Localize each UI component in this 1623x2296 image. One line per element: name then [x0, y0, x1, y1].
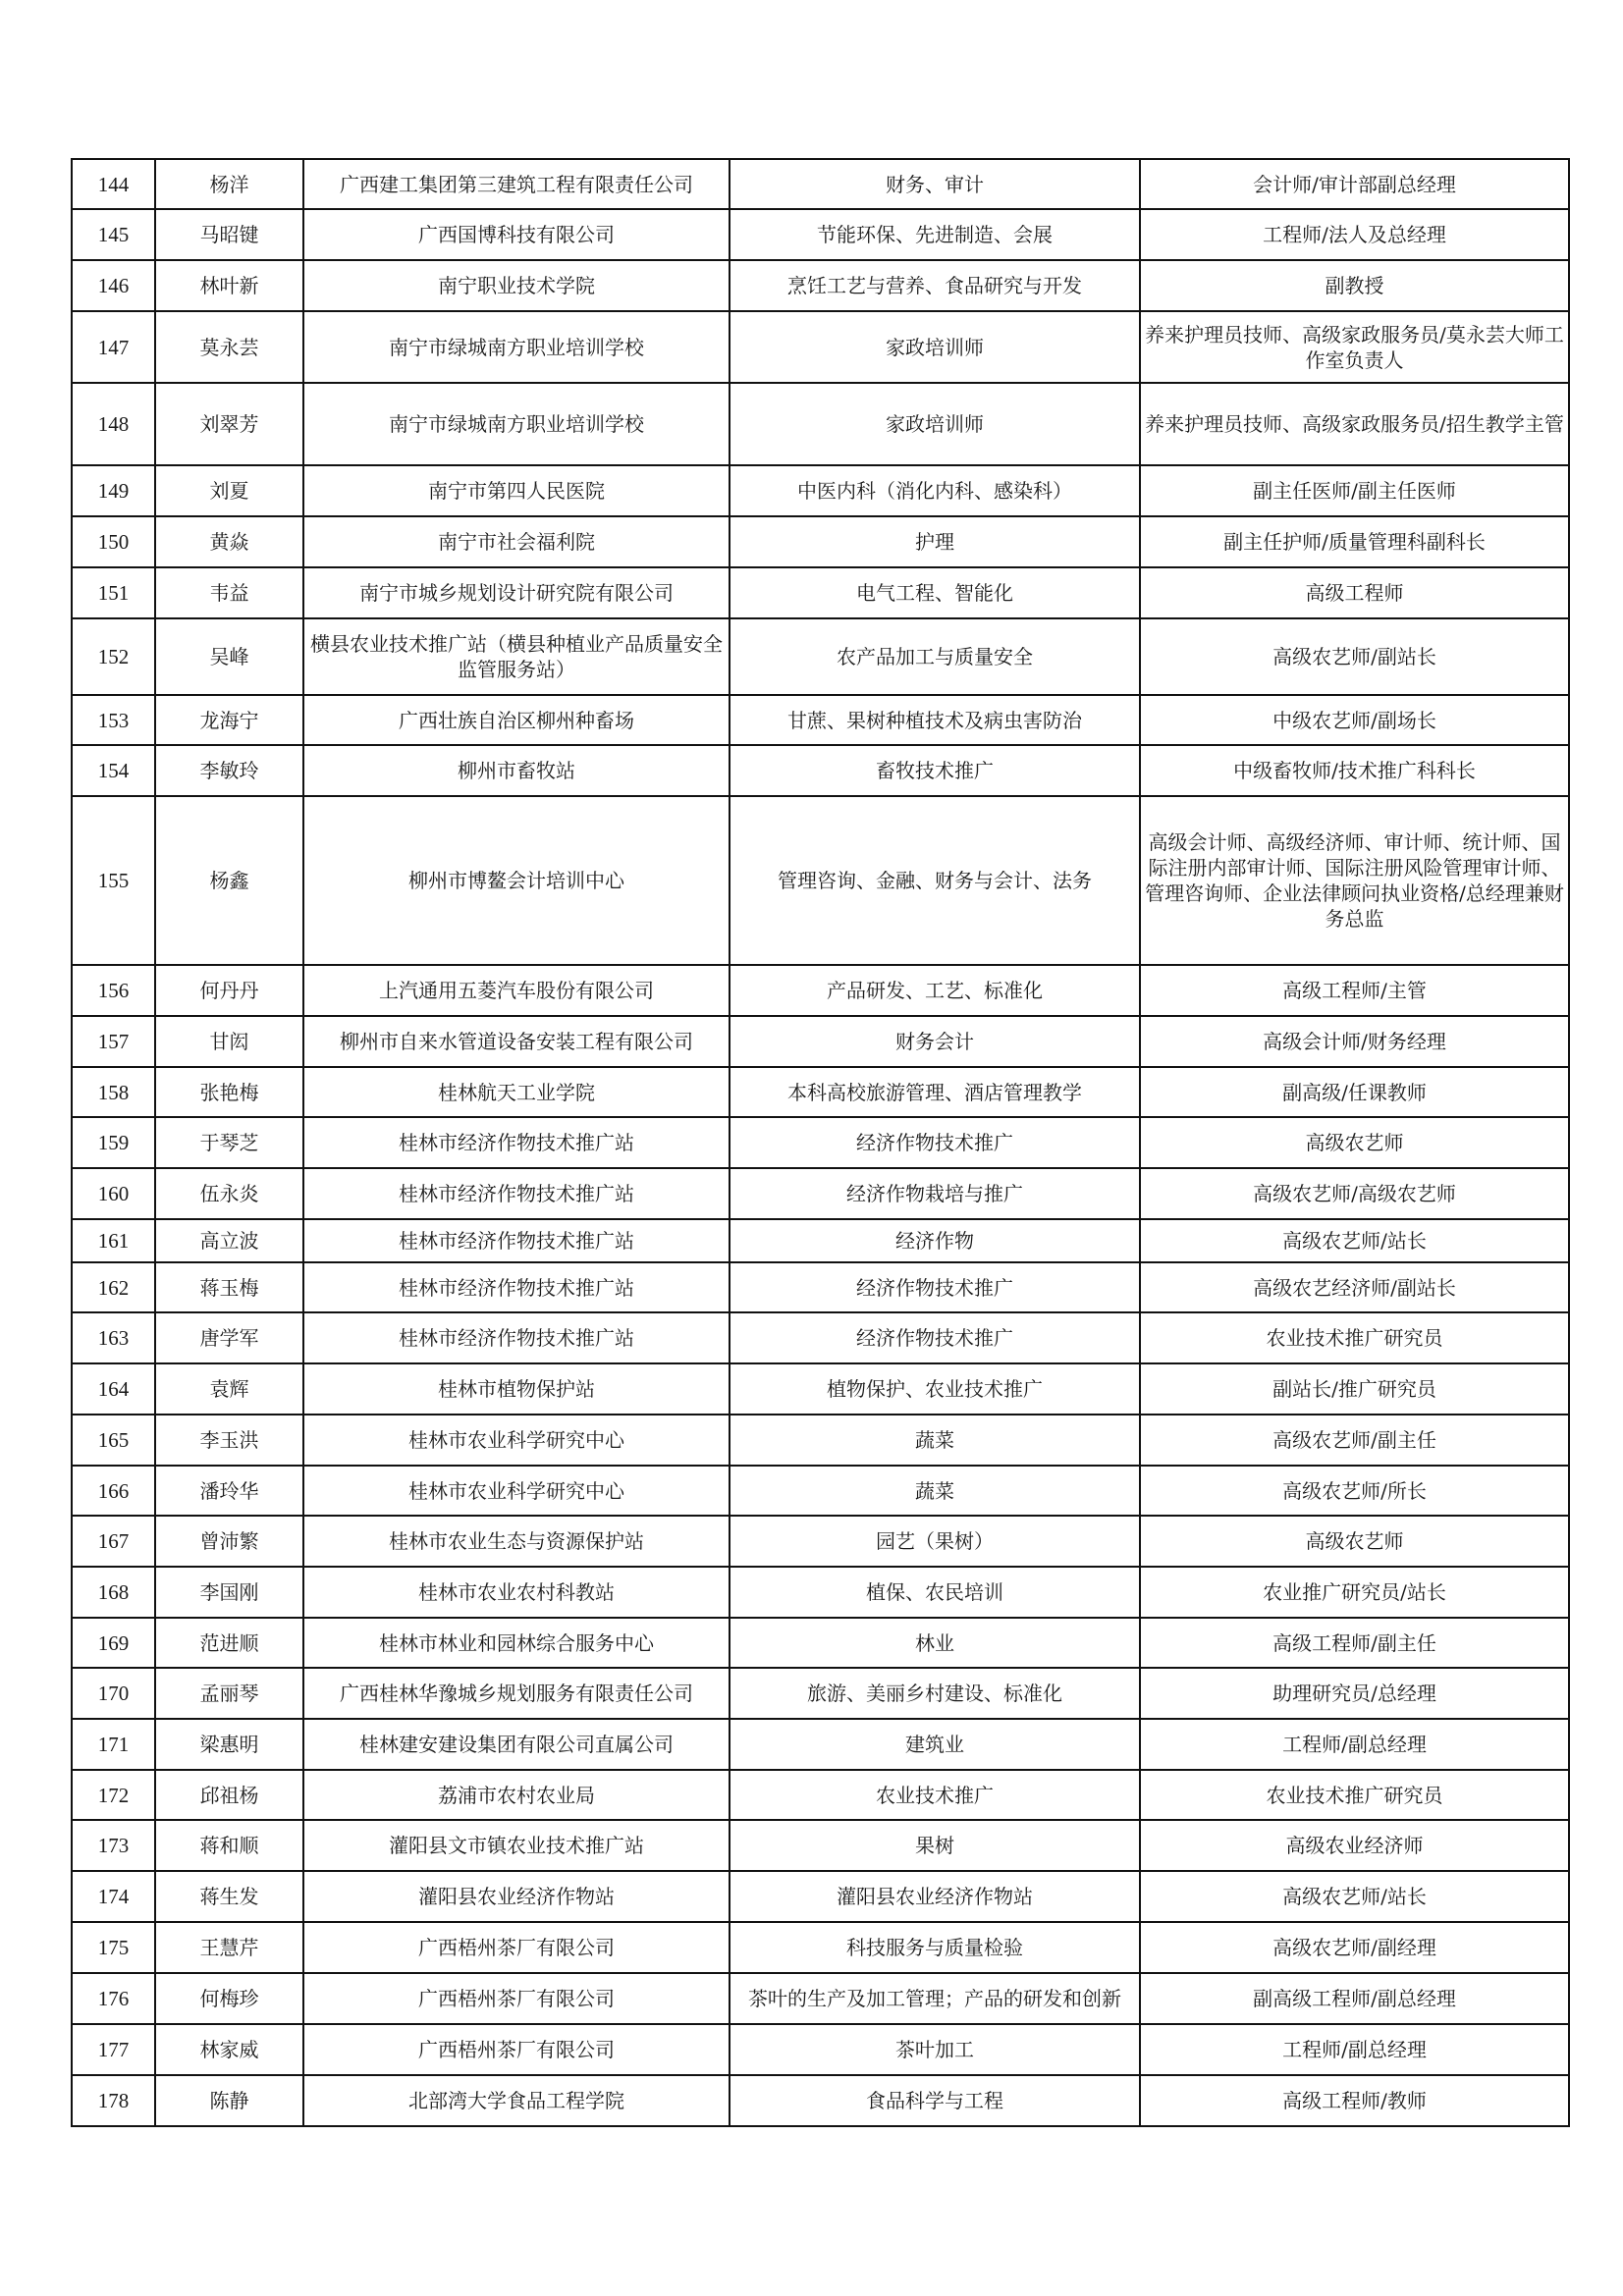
table-row: [72, 1820, 1569, 1871]
table-row: [72, 1016, 1569, 1067]
cell-specialty: 节能环保、先进制造、会展: [730, 209, 1140, 260]
cell-organization: 桂林市经济作物技术推广站: [303, 1117, 730, 1168]
cell-specialty: 食品科学与工程: [730, 2075, 1140, 2126]
cell-title-position: 高级工程师: [1140, 567, 1569, 618]
cell-name: 龙海宁: [155, 695, 303, 745]
table-row: [72, 1415, 1569, 1466]
cell-title-position: 中级畜牧师/技术推广科科长: [1140, 745, 1569, 796]
cell-number: 172: [72, 1770, 155, 1820]
cell-number: 158: [72, 1067, 155, 1117]
cell-name: 张艳梅: [155, 1067, 303, 1117]
cell-organization: 灌阳县农业经济作物站: [303, 1871, 730, 1922]
cell-name: 林家威: [155, 2024, 303, 2075]
cell-name: 林叶新: [155, 260, 303, 311]
cell-specialty: 烹饪工艺与营养、食品研究与开发: [730, 260, 1140, 311]
cell-name: 何丹丹: [155, 965, 303, 1016]
cell-specialty: 畜牧技术推广: [730, 745, 1140, 796]
table-row: [72, 1262, 1569, 1312]
cell-organization: 柳州市自来水管道设备安装工程有限公司: [303, 1016, 730, 1067]
cell-organization: 广西梧州茶厂有限公司: [303, 2024, 730, 2075]
cell-number: 155: [72, 796, 155, 965]
cell-specialty: 旅游、美丽乡村建设、标准化: [730, 1668, 1140, 1719]
cell-title-position: 养来护理员技师、高级家政服务员/莫永芸大师工作室负责人: [1140, 311, 1569, 383]
cell-specialty: 经济作物: [730, 1219, 1140, 1262]
cell-specialty: 家政培训师: [730, 383, 1140, 465]
table-row: [72, 1363, 1569, 1415]
cell-organization: 广西建工集团第三建筑工程有限责任公司: [303, 159, 730, 209]
cell-name: 唐学军: [155, 1312, 303, 1363]
table-row: [72, 1117, 1569, 1168]
cell-organization: 上汽通用五菱汽车股份有限公司: [303, 965, 730, 1016]
cell-organization: 南宁职业技术学院: [303, 260, 730, 311]
cell-organization: 广西壮族自治区柳州种畜场: [303, 695, 730, 745]
table-row: [72, 1922, 1569, 1973]
cell-name: 曾沛繁: [155, 1516, 303, 1567]
cell-organization: 南宁市城乡规划设计研究院有限公司: [303, 567, 730, 618]
cell-name: 王慧芹: [155, 1922, 303, 1973]
cell-specialty: 农产品加工与质量安全: [730, 618, 1140, 695]
cell-organization: 灌阳县文市镇农业技术推广站: [303, 1820, 730, 1871]
table-row: [72, 260, 1569, 311]
cell-specialty: 灌阳县农业经济作物站: [730, 1871, 1140, 1922]
cell-number: 160: [72, 1168, 155, 1219]
cell-title-position: 会计师/审计部副总经理: [1140, 159, 1569, 209]
cell-organization: 广西国博科技有限公司: [303, 209, 730, 260]
cell-title-position: 副站长/推广研究员: [1140, 1363, 1569, 1415]
cell-name: 刘夏: [155, 465, 303, 516]
cell-number: 165: [72, 1415, 155, 1466]
cell-title-position: 副高级/任课教师: [1140, 1067, 1569, 1117]
cell-title-position: 高级会计师、高级经济师、审计师、统计师、国际注册内部审计师、国际注册风险管理审计师、管理咨询师、企业法律顾问执业资格/总经理兼财务总监: [1140, 796, 1569, 965]
cell-name: 韦益: [155, 567, 303, 618]
cell-organization: 北部湾大学食品工程学院: [303, 2075, 730, 2126]
cell-organization: 广西桂林华豫城乡规划服务有限责任公司: [303, 1668, 730, 1719]
table-row: [72, 1168, 1569, 1219]
cell-specialty: 财务、审计: [730, 159, 1140, 209]
table-row: [72, 1466, 1569, 1516]
table-row: [72, 567, 1569, 618]
cell-specialty: 科技服务与质量检验: [730, 1922, 1140, 1973]
cell-number: 173: [72, 1820, 155, 1871]
cell-name: 黄焱: [155, 516, 303, 567]
cell-specialty: 中医内科（消化内科、感染科）: [730, 465, 1140, 516]
cell-number: 148: [72, 383, 155, 465]
table-row: [72, 1516, 1569, 1567]
cell-specialty: 茶叶加工: [730, 2024, 1140, 2075]
table-row: [72, 695, 1569, 745]
table-row: [72, 383, 1569, 465]
cell-title-position: 高级工程师/副主任: [1140, 1618, 1569, 1668]
cell-name: 刘翠芳: [155, 383, 303, 465]
cell-title-position: 高级农艺师/副经理: [1140, 1922, 1569, 1973]
cell-specialty: 财务会计: [730, 1016, 1140, 1067]
cell-organization: 广西梧州茶厂有限公司: [303, 1922, 730, 1973]
cell-name: 潘玲华: [155, 1466, 303, 1516]
cell-specialty: 本科高校旅游管理、酒店管理教学: [730, 1067, 1140, 1117]
cell-specialty: 甘蔗、果树种植技术及病虫害防治: [730, 695, 1140, 745]
cell-title-position: 高级农艺师/站长: [1140, 1871, 1569, 1922]
cell-name: 何梅珍: [155, 1973, 303, 2024]
cell-title-position: 高级农艺师/站长: [1140, 1219, 1569, 1262]
table-row: [72, 1567, 1569, 1618]
cell-title-position: 高级会计师/财务经理: [1140, 1016, 1569, 1067]
cell-name: 孟丽琴: [155, 1668, 303, 1719]
cell-name: 莫永芸: [155, 311, 303, 383]
cell-number: 145: [72, 209, 155, 260]
cell-organization: 桂林市农业科学研究中心: [303, 1415, 730, 1466]
cell-organization: 桂林市林业和园林综合服务中心: [303, 1618, 730, 1668]
cell-specialty: 园艺（果树）: [730, 1516, 1140, 1567]
cell-title-position: 高级农艺师/副站长: [1140, 618, 1569, 695]
cell-name: 蒋生发: [155, 1871, 303, 1922]
cell-number: 154: [72, 745, 155, 796]
cell-number: 166: [72, 1466, 155, 1516]
cell-number: 174: [72, 1871, 155, 1922]
cell-number: 149: [72, 465, 155, 516]
cell-specialty: 茶叶的生产及加工管理；产品的研发和创新: [730, 1973, 1140, 2024]
cell-name: 范进顺: [155, 1618, 303, 1668]
roster-body: [72, 159, 1569, 2126]
cell-number: 156: [72, 965, 155, 1016]
table-row: [72, 516, 1569, 567]
cell-number: 177: [72, 2024, 155, 2075]
cell-title-position: 高级农艺师/所长: [1140, 1466, 1569, 1516]
cell-number: 162: [72, 1262, 155, 1312]
cell-specialty: 护理: [730, 516, 1140, 567]
cell-specialty: 产品研发、工艺、标准化: [730, 965, 1140, 1016]
cell-name: 邱祖杨: [155, 1770, 303, 1820]
cell-organization: 桂林市植物保护站: [303, 1363, 730, 1415]
cell-organization: 桂林航天工业学院: [303, 1067, 730, 1117]
table-row: [72, 965, 1569, 1016]
cell-organization: 横县农业技术推广站（横县种植业产品质量安全监管服务站）: [303, 618, 730, 695]
cell-title-position: 高级农艺师/高级农艺师: [1140, 1168, 1569, 1219]
cell-title-position: 高级农艺师/副主任: [1140, 1415, 1569, 1466]
cell-title-position: 副主任医师/副主任医师: [1140, 465, 1569, 516]
table-row: [72, 1668, 1569, 1719]
cell-specialty: 植保、农民培训: [730, 1567, 1140, 1618]
cell-title-position: 农业推广研究员/站长: [1140, 1567, 1569, 1618]
cell-title-position: 高级农艺师: [1140, 1117, 1569, 1168]
cell-title-position: 养来护理员技师、高级家政服务员/招生教学主管: [1140, 383, 1569, 465]
cell-title-position: 农业技术推广研究员: [1140, 1312, 1569, 1363]
cell-specialty: 蔬菜: [730, 1466, 1140, 1516]
cell-title-position: 高级工程师/主管: [1140, 965, 1569, 1016]
cell-number: 144: [72, 159, 155, 209]
cell-number: 147: [72, 311, 155, 383]
cell-title-position: 工程师/法人及总经理: [1140, 209, 1569, 260]
cell-specialty: 植物保护、农业技术推广: [730, 1363, 1140, 1415]
cell-organization: 广西梧州茶厂有限公司: [303, 1973, 730, 2024]
table-row: [72, 745, 1569, 796]
cell-organization: 南宁市绿城南方职业培训学校: [303, 383, 730, 465]
cell-organization: 南宁市绿城南方职业培训学校: [303, 311, 730, 383]
cell-title-position: 副教授: [1140, 260, 1569, 311]
cell-title-position: 工程师/副总经理: [1140, 1719, 1569, 1770]
cell-organization: 桂林市农业农村科教站: [303, 1567, 730, 1618]
cell-title-position: 副主任护师/质量管理科副科长: [1140, 516, 1569, 567]
cell-organization: 柳州市博鳌会计培训中心: [303, 796, 730, 965]
table-row: [72, 1067, 1569, 1117]
cell-organization: 南宁市社会福利院: [303, 516, 730, 567]
cell-specialty: 经济作物技术推广: [730, 1117, 1140, 1168]
cell-name: 杨鑫: [155, 796, 303, 965]
table-row: [72, 1770, 1569, 1820]
cell-specialty: 农业技术推广: [730, 1770, 1140, 1820]
cell-specialty: 经济作物技术推广: [730, 1312, 1140, 1363]
cell-specialty: 果树: [730, 1820, 1140, 1871]
table-row: [72, 209, 1569, 260]
table-row: [72, 796, 1569, 965]
cell-title-position: 高级工程师/教师: [1140, 2075, 1569, 2126]
cell-specialty: 蔬菜: [730, 1415, 1140, 1466]
table-row: [72, 465, 1569, 516]
cell-number: 169: [72, 1618, 155, 1668]
cell-organization: 桂林市经济作物技术推广站: [303, 1219, 730, 1262]
cell-organization: 南宁市第四人民医院: [303, 465, 730, 516]
cell-title-position: 高级农业经济师: [1140, 1820, 1569, 1871]
table-row: [72, 618, 1569, 695]
table-row: [72, 1719, 1569, 1770]
cell-name: 于琴芝: [155, 1117, 303, 1168]
cell-number: 151: [72, 567, 155, 618]
cell-title-position: 副高级工程师/副总经理: [1140, 1973, 1569, 2024]
cell-title-position: 助理研究员/总经理: [1140, 1668, 1569, 1719]
cell-title-position: 高级农艺师: [1140, 1516, 1569, 1567]
cell-number: 163: [72, 1312, 155, 1363]
cell-number: 168: [72, 1567, 155, 1618]
table-row: [72, 2024, 1569, 2075]
cell-organization: 桂林市经济作物技术推广站: [303, 1168, 730, 1219]
cell-number: 157: [72, 1016, 155, 1067]
cell-organization: 桂林市农业科学研究中心: [303, 1466, 730, 1516]
cell-name: 杨洋: [155, 159, 303, 209]
cell-number: 159: [72, 1117, 155, 1168]
expert-roster-table: [71, 158, 1570, 2127]
cell-number: 178: [72, 2075, 155, 2126]
cell-name: 高立波: [155, 1219, 303, 1262]
cell-name: 伍永炎: [155, 1168, 303, 1219]
cell-title-position: 工程师/副总经理: [1140, 2024, 1569, 2075]
cell-name: 袁辉: [155, 1363, 303, 1415]
table-row: [72, 1871, 1569, 1922]
cell-organization: 桂林建安建设集团有限公司直属公司: [303, 1719, 730, 1770]
cell-number: 167: [72, 1516, 155, 1567]
cell-specialty: 电气工程、智能化: [730, 567, 1140, 618]
cell-organization: 柳州市畜牧站: [303, 745, 730, 796]
cell-organization: 荔浦市农村农业局: [303, 1770, 730, 1820]
cell-name: 陈静: [155, 2075, 303, 2126]
table-row: [72, 1973, 1569, 2024]
cell-number: 146: [72, 260, 155, 311]
cell-organization: 桂林市经济作物技术推广站: [303, 1262, 730, 1312]
cell-name: 梁惠明: [155, 1719, 303, 1770]
cell-name: 马昭键: [155, 209, 303, 260]
cell-specialty: 家政培训师: [730, 311, 1140, 383]
cell-number: 164: [72, 1363, 155, 1415]
cell-name: 甘闳: [155, 1016, 303, 1067]
cell-number: 152: [72, 618, 155, 695]
cell-title-position: 高级农艺经济师/副站长: [1140, 1262, 1569, 1312]
cell-name: 吴峰: [155, 618, 303, 695]
cell-number: 161: [72, 1219, 155, 1262]
table-row: [72, 1312, 1569, 1363]
cell-specialty: 经济作物栽培与推广: [730, 1168, 1140, 1219]
table-row: [72, 311, 1569, 383]
cell-name: 李玉洪: [155, 1415, 303, 1466]
cell-name: 李敏玲: [155, 745, 303, 796]
cell-number: 171: [72, 1719, 155, 1770]
cell-specialty: 经济作物技术推广: [730, 1262, 1140, 1312]
cell-organization: 桂林市农业生态与资源保护站: [303, 1516, 730, 1567]
cell-number: 176: [72, 1973, 155, 2024]
cell-title-position: 中级农艺师/副场长: [1140, 695, 1569, 745]
cell-name: 蒋玉梅: [155, 1262, 303, 1312]
cell-number: 175: [72, 1922, 155, 1973]
cell-specialty: 管理咨询、金融、财务与会计、法务: [730, 796, 1140, 965]
cell-title-position: 农业技术推广研究员: [1140, 1770, 1569, 1820]
cell-organization: 桂林市经济作物技术推广站: [303, 1312, 730, 1363]
cell-number: 170: [72, 1668, 155, 1719]
cell-number: 150: [72, 516, 155, 567]
cell-name: 蒋和顺: [155, 1820, 303, 1871]
table-row: [72, 2075, 1569, 2126]
cell-number: 153: [72, 695, 155, 745]
table-row: [72, 1219, 1569, 1262]
cell-specialty: 建筑业: [730, 1719, 1140, 1770]
cell-specialty: 林业: [730, 1618, 1140, 1668]
table-row: [72, 1618, 1569, 1668]
table-row: [72, 159, 1569, 209]
cell-name: 李国刚: [155, 1567, 303, 1618]
